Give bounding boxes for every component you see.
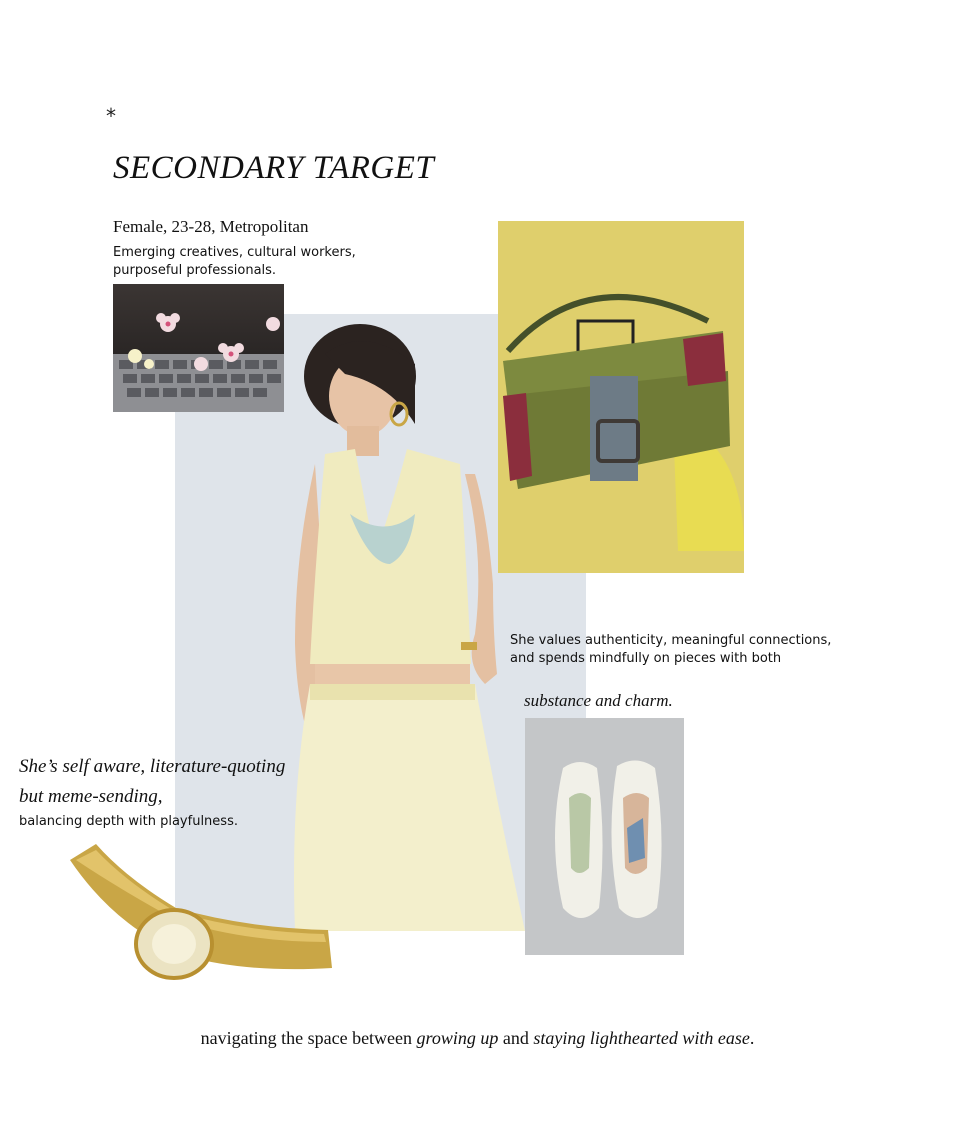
self-aware-line-1: She’s self aware, literature-quoting bbox=[19, 756, 286, 777]
balancing-text: balancing depth with playfulness. bbox=[19, 814, 238, 829]
green-sequin-baguette-bag-image bbox=[498, 221, 744, 573]
footer-part-3: . bbox=[749, 1028, 755, 1048]
footer-part-2: and bbox=[498, 1028, 534, 1048]
values-text bbox=[510, 632, 850, 668]
self-aware-text bbox=[19, 752, 309, 812]
values-line-1: She values authenticity, meaningful connections, bbox=[510, 633, 832, 648]
laptop-orchids-image bbox=[113, 284, 284, 412]
self-aware-line-2: but meme-sending, bbox=[19, 786, 163, 807]
description-line-2: purposeful professionals. bbox=[113, 263, 277, 278]
asterisk-mark: * bbox=[106, 104, 116, 128]
footer-part-1: navigating the space between bbox=[200, 1028, 417, 1048]
footer-italic-2: staying lighthearted with ease bbox=[533, 1028, 750, 1048]
footer-tagline bbox=[0, 1028, 955, 1049]
sheer-ballet-flats-image bbox=[525, 718, 684, 955]
description-line-1: Emerging creatives, cultural workers, bbox=[113, 245, 356, 260]
audience-description bbox=[113, 244, 413, 280]
values-line-2: and spends mindfully on pieces with both bbox=[510, 651, 782, 666]
page-title: SECONDARY TARGET bbox=[113, 150, 435, 186]
values-emphasis: substance and charm. bbox=[524, 691, 673, 710]
gold-mesh-watch-image bbox=[66, 838, 336, 988]
demographic-label: Female, 23-28, Metropolitan bbox=[113, 217, 309, 236]
footer-italic-1: growing up bbox=[416, 1028, 499, 1048]
